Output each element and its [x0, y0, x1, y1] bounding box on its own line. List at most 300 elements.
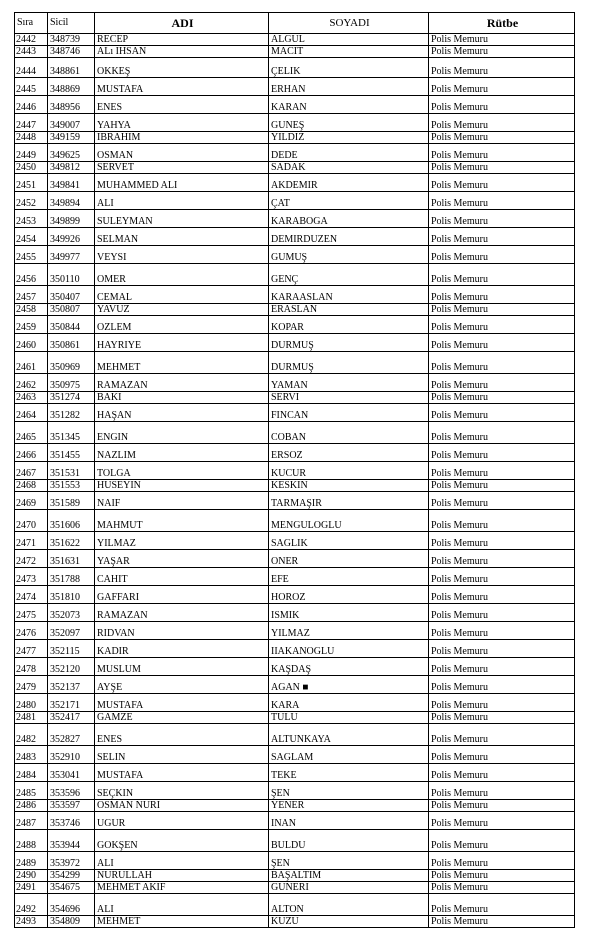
- cell-sicil: 354809: [48, 916, 95, 928]
- table-row: [15, 46, 575, 58]
- cell-sicil: 351631: [48, 550, 95, 568]
- cell-sira: 2489: [15, 852, 48, 870]
- cell-rutbe: Polis Memuru: [429, 812, 575, 830]
- cell-rutbe: Polis Memuru: [429, 192, 575, 210]
- table-row: [15, 800, 575, 812]
- cell-soyadi: ALTUNKAYA: [269, 724, 429, 746]
- cell-sira: 2474: [15, 586, 48, 604]
- table-row: [15, 510, 575, 532]
- table-row: [15, 724, 575, 746]
- header-row: [15, 13, 575, 34]
- cell-soyadi: DEMIRDUZEN: [269, 228, 429, 246]
- cell-soyadi: SAGLIK: [269, 532, 429, 550]
- cell-soyadi: DEDE: [269, 144, 429, 162]
- cell-sira: 2471: [15, 532, 48, 550]
- cell-soyadi: BULDU: [269, 830, 429, 852]
- cell-sira: 2461: [15, 352, 48, 374]
- cell-rutbe: Polis Memuru: [429, 764, 575, 782]
- cell-adi: NAIF: [95, 492, 269, 510]
- cell-rutbe: Polis Memuru: [429, 782, 575, 800]
- cell-adi: NURULLAH: [95, 870, 269, 882]
- cell-rutbe: Polis Memuru: [429, 392, 575, 404]
- cell-sicil: 350110: [48, 264, 95, 286]
- cell-sira: 2475: [15, 604, 48, 622]
- cell-rutbe: Polis Memuru: [429, 532, 575, 550]
- table-row: [15, 882, 575, 894]
- cell-sicil: 351345: [48, 422, 95, 444]
- header-sicil: Sicil: [48, 13, 95, 34]
- cell-sicil: 353944: [48, 830, 95, 852]
- cell-soyadi: SERVI: [269, 392, 429, 404]
- table-row: [15, 286, 575, 304]
- cell-sicil: 349899: [48, 210, 95, 228]
- cell-adi: HAYRIYE: [95, 334, 269, 352]
- cell-adi: YAŞAR: [95, 550, 269, 568]
- cell-sicil: 353596: [48, 782, 95, 800]
- table-row: [15, 34, 575, 46]
- cell-adi: YILMAZ: [95, 532, 269, 550]
- cell-rutbe: Polis Memuru: [429, 676, 575, 694]
- cell-rutbe: Polis Memuru: [429, 622, 575, 640]
- cell-soyadi: IIAKANOGLU: [269, 640, 429, 658]
- table-row: [15, 132, 575, 144]
- cell-adi: ENES: [95, 724, 269, 746]
- cell-sicil: 352097: [48, 622, 95, 640]
- cell-adi: RAMAZAN: [95, 604, 269, 622]
- cell-rutbe: Polis Memuru: [429, 444, 575, 462]
- cell-sicil: 352120: [48, 658, 95, 676]
- cell-soyadi: GUMUŞ: [269, 246, 429, 264]
- cell-soyadi: ONER: [269, 550, 429, 568]
- cell-rutbe: Polis Memuru: [429, 46, 575, 58]
- cell-rutbe: Polis Memuru: [429, 352, 575, 374]
- cell-soyadi: YENER: [269, 800, 429, 812]
- table-row: [15, 812, 575, 830]
- cell-adi: MAHMUT: [95, 510, 269, 532]
- cell-sira: 2482: [15, 724, 48, 746]
- table-row: [15, 316, 575, 334]
- cell-rutbe: Polis Memuru: [429, 586, 575, 604]
- cell-rutbe: Polis Memuru: [429, 304, 575, 316]
- cell-rutbe: Polis Memuru: [429, 228, 575, 246]
- cell-sicil: 351455: [48, 444, 95, 462]
- cell-rutbe: Polis Memuru: [429, 894, 575, 916]
- cell-adi: HAŞAN: [95, 404, 269, 422]
- cell-soyadi: TULU: [269, 712, 429, 724]
- cell-sira: 2468: [15, 480, 48, 492]
- cell-adi: ALI: [95, 894, 269, 916]
- cell-rutbe: Polis Memuru: [429, 144, 575, 162]
- table-row: [15, 712, 575, 724]
- cell-adi: RIDVAN: [95, 622, 269, 640]
- cell-sicil: 349977: [48, 246, 95, 264]
- table-row: [15, 392, 575, 404]
- cell-soyadi: MACIT: [269, 46, 429, 58]
- cell-rutbe: Polis Memuru: [429, 712, 575, 724]
- cell-soyadi: AGAN ■: [269, 676, 429, 694]
- cell-soyadi: TEKE: [269, 764, 429, 782]
- cell-sicil: 353597: [48, 800, 95, 812]
- table-row: [15, 604, 575, 622]
- cell-sira: 2483: [15, 746, 48, 764]
- cell-adi: CAHIT: [95, 568, 269, 586]
- cell-soyadi: MENGULOGLU: [269, 510, 429, 532]
- cell-sicil: 354299: [48, 870, 95, 882]
- header-adi: ADI: [95, 13, 269, 34]
- cell-adi: GOKŞEN: [95, 830, 269, 852]
- cell-adi: SERVET: [95, 162, 269, 174]
- cell-sira: 2451: [15, 174, 48, 192]
- table-row: [15, 462, 575, 480]
- cell-sira: 2447: [15, 114, 48, 132]
- cell-sicil: 353746: [48, 812, 95, 830]
- table-row: [15, 264, 575, 286]
- cell-rutbe: Polis Memuru: [429, 480, 575, 492]
- cell-sira: 2456: [15, 264, 48, 286]
- personnel-table: [14, 12, 575, 928]
- cell-sira: 2444: [15, 58, 48, 78]
- table-row: [15, 78, 575, 96]
- cell-rutbe: Polis Memuru: [429, 640, 575, 658]
- cell-rutbe: Polis Memuru: [429, 462, 575, 480]
- cell-sicil: 352073: [48, 604, 95, 622]
- cell-soyadi: KUZU: [269, 916, 429, 928]
- cell-adi: SEÇKIN: [95, 782, 269, 800]
- cell-adi: MUSTAFA: [95, 78, 269, 96]
- cell-rutbe: Polis Memuru: [429, 510, 575, 532]
- cell-rutbe: Polis Memuru: [429, 264, 575, 286]
- cell-soyadi: KARA: [269, 694, 429, 712]
- table-row: [15, 192, 575, 210]
- cell-sicil: 351282: [48, 404, 95, 422]
- cell-rutbe: Polis Memuru: [429, 78, 575, 96]
- cell-sicil: 348956: [48, 96, 95, 114]
- cell-sira: 2473: [15, 568, 48, 586]
- table-row: [15, 852, 575, 870]
- cell-adi: YAVUZ: [95, 304, 269, 316]
- cell-adi: UGUR: [95, 812, 269, 830]
- cell-soyadi: ŞEN: [269, 782, 429, 800]
- cell-soyadi: KESKIN: [269, 480, 429, 492]
- cell-sira: 2479: [15, 676, 48, 694]
- table-row: [15, 640, 575, 658]
- cell-adi: GAFFARI: [95, 586, 269, 604]
- cell-adi: GAMZE: [95, 712, 269, 724]
- table-row: [15, 622, 575, 640]
- cell-sicil: 348746: [48, 46, 95, 58]
- cell-sira: 2470: [15, 510, 48, 532]
- cell-sicil: 352910: [48, 746, 95, 764]
- cell-sira: 2458: [15, 304, 48, 316]
- table-row: [15, 162, 575, 174]
- cell-sicil: 350861: [48, 334, 95, 352]
- cell-rutbe: Polis Memuru: [429, 174, 575, 192]
- cell-adi: MEHMET: [95, 352, 269, 374]
- cell-adi: ENES: [95, 96, 269, 114]
- table-row: [15, 492, 575, 510]
- table-row: [15, 568, 575, 586]
- cell-adi: AYŞE: [95, 676, 269, 694]
- table-row: [15, 144, 575, 162]
- cell-soyadi: ŞEN: [269, 852, 429, 870]
- cell-sira: 2481: [15, 712, 48, 724]
- cell-soyadi: BAŞALTIM: [269, 870, 429, 882]
- table-row: [15, 352, 575, 374]
- cell-sira: 2478: [15, 658, 48, 676]
- cell-sira: 2467: [15, 462, 48, 480]
- cell-sicil: 353041: [48, 764, 95, 782]
- cell-sicil: 349159: [48, 132, 95, 144]
- table-row: [15, 894, 575, 916]
- cell-rutbe: Polis Memuru: [429, 724, 575, 746]
- cell-adi: MUSTAFA: [95, 694, 269, 712]
- cell-sira: 2493: [15, 916, 48, 928]
- table-row: [15, 782, 575, 800]
- cell-adi: MEHMET: [95, 916, 269, 928]
- cell-sira: 2476: [15, 622, 48, 640]
- cell-sicil: 349841: [48, 174, 95, 192]
- cell-sira: 2491: [15, 882, 48, 894]
- table-row: [15, 746, 575, 764]
- cell-soyadi: GUNEŞ: [269, 114, 429, 132]
- cell-sira: 2462: [15, 374, 48, 392]
- cell-sira: 2487: [15, 812, 48, 830]
- cell-sicil: 354675: [48, 882, 95, 894]
- cell-adi: SELMAN: [95, 228, 269, 246]
- cell-sicil: 350807: [48, 304, 95, 316]
- table-row: [15, 334, 575, 352]
- cell-soyadi: EFE: [269, 568, 429, 586]
- cell-adi: CEMAL: [95, 286, 269, 304]
- cell-sira: 2485: [15, 782, 48, 800]
- cell-adi: ALı IHSAN: [95, 46, 269, 58]
- cell-rutbe: Polis Memuru: [429, 568, 575, 586]
- cell-rutbe: Polis Memuru: [429, 96, 575, 114]
- cell-rutbe: Polis Memuru: [429, 550, 575, 568]
- cell-sicil: 349625: [48, 144, 95, 162]
- cell-sira: 2445: [15, 78, 48, 96]
- cell-sira: 2469: [15, 492, 48, 510]
- cell-rutbe: Polis Memuru: [429, 422, 575, 444]
- table-row: [15, 304, 575, 316]
- cell-rutbe: Polis Memuru: [429, 916, 575, 928]
- cell-soyadi: YILDIZ: [269, 132, 429, 144]
- cell-soyadi: SADAK: [269, 162, 429, 174]
- cell-adi: YAHYA: [95, 114, 269, 132]
- cell-sicil: 348869: [48, 78, 95, 96]
- cell-soyadi: ERASLAN: [269, 304, 429, 316]
- cell-sicil: 352827: [48, 724, 95, 746]
- cell-soyadi: COBAN: [269, 422, 429, 444]
- cell-sira: 2446: [15, 96, 48, 114]
- cell-adi: ALI: [95, 852, 269, 870]
- table-row: [15, 404, 575, 422]
- cell-soyadi: ÇAT: [269, 192, 429, 210]
- cell-sicil: 351553: [48, 480, 95, 492]
- cell-soyadi: KARAN: [269, 96, 429, 114]
- cell-soyadi: ÇELIK: [269, 58, 429, 78]
- table-row: [15, 694, 575, 712]
- header-sira: Sıra: [15, 13, 48, 34]
- cell-adi: BAKI: [95, 392, 269, 404]
- table-row: [15, 58, 575, 78]
- cell-rutbe: Polis Memuru: [429, 58, 575, 78]
- cell-soyadi: KUCUR: [269, 462, 429, 480]
- cell-rutbe: Polis Memuru: [429, 604, 575, 622]
- cell-sira: 2455: [15, 246, 48, 264]
- cell-rutbe: Polis Memuru: [429, 34, 575, 46]
- table-row: [15, 676, 575, 694]
- cell-soyadi: ISMIK: [269, 604, 429, 622]
- table-row: [15, 764, 575, 782]
- cell-rutbe: Polis Memuru: [429, 830, 575, 852]
- cell-adi: ALI: [95, 192, 269, 210]
- cell-adi: OSMAN NURI: [95, 800, 269, 812]
- table-row: [15, 586, 575, 604]
- cell-rutbe: Polis Memuru: [429, 374, 575, 392]
- cell-sicil: 351531: [48, 462, 95, 480]
- cell-soyadi: KARAASLAN: [269, 286, 429, 304]
- cell-adi: SULEYMAN: [95, 210, 269, 228]
- table-row: [15, 374, 575, 392]
- cell-sicil: 351810: [48, 586, 95, 604]
- cell-rutbe: Polis Memuru: [429, 404, 575, 422]
- cell-sicil: 351589: [48, 492, 95, 510]
- table-row: [15, 210, 575, 228]
- cell-rutbe: Polis Memuru: [429, 658, 575, 676]
- cell-sira: 2466: [15, 444, 48, 462]
- cell-adi: MUHAMMED ALI: [95, 174, 269, 192]
- cell-sicil: 351606: [48, 510, 95, 532]
- cell-soyadi: GENÇ: [269, 264, 429, 286]
- cell-sira: 2492: [15, 894, 48, 916]
- cell-rutbe: Polis Memuru: [429, 114, 575, 132]
- cell-rutbe: Polis Memuru: [429, 132, 575, 144]
- cell-adi: HUSEYIN: [95, 480, 269, 492]
- cell-adi: OZLEM: [95, 316, 269, 334]
- cell-sicil: 352417: [48, 712, 95, 724]
- cell-sira: 2453: [15, 210, 48, 228]
- cell-sira: 2464: [15, 404, 48, 422]
- cell-soyadi: ERHAN: [269, 78, 429, 96]
- table-row: [15, 916, 575, 928]
- cell-soyadi: TARMAŞIR: [269, 492, 429, 510]
- cell-sira: 2484: [15, 764, 48, 782]
- cell-sicil: 350975: [48, 374, 95, 392]
- cell-adi: KADIR: [95, 640, 269, 658]
- cell-sira: 2480: [15, 694, 48, 712]
- cell-rutbe: Polis Memuru: [429, 882, 575, 894]
- cell-sira: 2443: [15, 46, 48, 58]
- cell-adi: MUSLUM: [95, 658, 269, 676]
- cell-sicil: 350844: [48, 316, 95, 334]
- cell-sicil: 350969: [48, 352, 95, 374]
- cell-adi: OMER: [95, 264, 269, 286]
- cell-soyadi: INAN: [269, 812, 429, 830]
- table-row: [15, 550, 575, 568]
- cell-sira: 2490: [15, 870, 48, 882]
- cell-rutbe: Polis Memuru: [429, 162, 575, 174]
- table-header: [15, 13, 575, 34]
- cell-rutbe: Polis Memuru: [429, 852, 575, 870]
- cell-adi: OSMAN: [95, 144, 269, 162]
- cell-adi: RAMAZAN: [95, 374, 269, 392]
- cell-rutbe: Polis Memuru: [429, 316, 575, 334]
- cell-sira: 2452: [15, 192, 48, 210]
- table-row: [15, 174, 575, 192]
- cell-rutbe: Polis Memuru: [429, 334, 575, 352]
- cell-sira: 2449: [15, 144, 48, 162]
- cell-soyadi: DURMUŞ: [269, 334, 429, 352]
- cell-sira: 2450: [15, 162, 48, 174]
- cell-soyadi: KARABOGA: [269, 210, 429, 228]
- cell-sicil: 349894: [48, 192, 95, 210]
- table-row: [15, 830, 575, 852]
- cell-sira: 2442: [15, 34, 48, 46]
- cell-sicil: 352115: [48, 640, 95, 658]
- table-row: [15, 246, 575, 264]
- table-row: [15, 228, 575, 246]
- personnel-list-sheet: [14, 12, 574, 928]
- cell-soyadi: KOPAR: [269, 316, 429, 334]
- cell-adi: MUSTAFA: [95, 764, 269, 782]
- cell-soyadi: ERSOZ: [269, 444, 429, 462]
- table-row: [15, 422, 575, 444]
- cell-sicil: 352171: [48, 694, 95, 712]
- cell-adi: OKKEŞ: [95, 58, 269, 78]
- cell-soyadi: GUNERI: [269, 882, 429, 894]
- cell-sicil: 351274: [48, 392, 95, 404]
- cell-sicil: 349812: [48, 162, 95, 174]
- cell-rutbe: Polis Memuru: [429, 800, 575, 812]
- cell-sicil: 349007: [48, 114, 95, 132]
- cell-adi: RECEP: [95, 34, 269, 46]
- cell-rutbe: Polis Memuru: [429, 210, 575, 228]
- cell-sira: 2459: [15, 316, 48, 334]
- cell-sira: 2460: [15, 334, 48, 352]
- cell-rutbe: Polis Memuru: [429, 492, 575, 510]
- cell-adi: MEHMET AKIF: [95, 882, 269, 894]
- cell-sira: 2465: [15, 422, 48, 444]
- cell-soyadi: FINCAN: [269, 404, 429, 422]
- cell-soyadi: SAGLAM: [269, 746, 429, 764]
- cell-sicil: 352137: [48, 676, 95, 694]
- cell-rutbe: Polis Memuru: [429, 246, 575, 264]
- cell-soyadi: YAMAN: [269, 374, 429, 392]
- cell-adi: ENGIN: [95, 422, 269, 444]
- table-row: [15, 444, 575, 462]
- cell-adi: IBRAHIM: [95, 132, 269, 144]
- table-row: [15, 114, 575, 132]
- cell-adi: VEYSI: [95, 246, 269, 264]
- cell-adi: TOLGA: [95, 462, 269, 480]
- cell-sira: 2472: [15, 550, 48, 568]
- cell-sira: 2448: [15, 132, 48, 144]
- cell-sicil: 348861: [48, 58, 95, 78]
- table-row: [15, 870, 575, 882]
- cell-rutbe: Polis Memuru: [429, 286, 575, 304]
- cell-sira: 2488: [15, 830, 48, 852]
- cell-sicil: 348739: [48, 34, 95, 46]
- cell-soyadi: ALGUL: [269, 34, 429, 46]
- cell-rutbe: Polis Memuru: [429, 870, 575, 882]
- cell-sicil: 351788: [48, 568, 95, 586]
- table-row: [15, 532, 575, 550]
- cell-adi: NAZLIM: [95, 444, 269, 462]
- cell-sicil: 349926: [48, 228, 95, 246]
- cell-soyadi: YILMAZ: [269, 622, 429, 640]
- cell-sira: 2486: [15, 800, 48, 812]
